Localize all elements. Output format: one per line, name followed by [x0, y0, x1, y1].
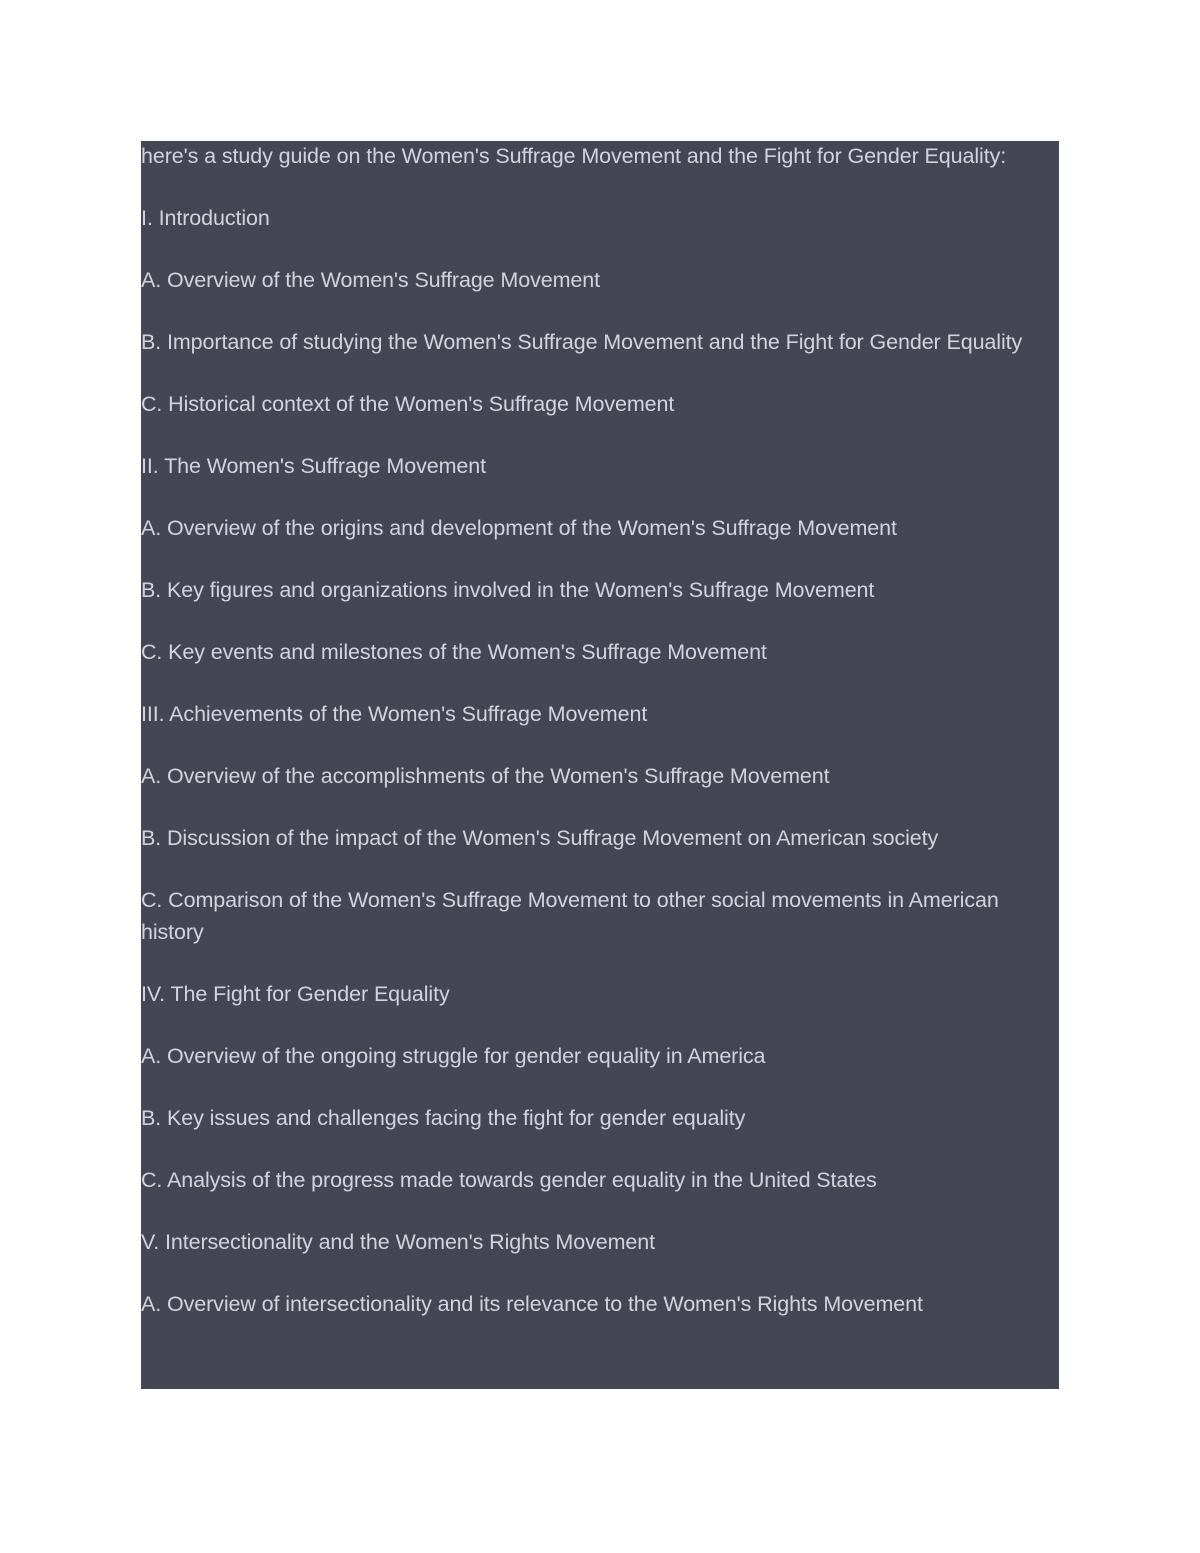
outline-item: C. Analysis of the progress made towards gender equality in the United States — [141, 1168, 877, 1192]
outline-item: B. Importance of studying the Women's Suffrage Movement and the Fight for Gender Equality — [141, 330, 1023, 354]
section-heading-iv: IV. The Fight for Gender Equality — [141, 982, 450, 1006]
section-heading-v: V. Intersectionality and the Women's Rights Movement — [141, 1230, 655, 1254]
outline-item: C. Historical context of the Women's Suffrage Movement — [141, 392, 675, 416]
outline-item: C. Comparison of the Women's Suffrage Movement to other social movements in American history — [141, 888, 999, 944]
outline-item: C. Key events and milestones of the Women's Suffrage Movement — [141, 640, 767, 664]
section-heading-i: I. Introduction — [141, 206, 270, 230]
outline-item: B. Key figures and organizations involved in the Women's Suffrage Movement — [141, 578, 875, 602]
outline-item: A. Overview of intersectionality and its relevance to the Women's Rights Movement — [141, 1292, 923, 1316]
study-guide-content — [141, 141, 1059, 1320]
outline-item: B. Discussion of the impact of the Women's Suffrage Movement on American society — [141, 826, 939, 850]
section-heading-ii: II. The Women's Suffrage Movement — [141, 454, 486, 478]
outline-item: A. Overview of the origins and development of the Women's Suffrage Movement — [141, 516, 897, 540]
study-guide-text-block — [141, 141, 1059, 1389]
section-heading-iii: III. Achievements of the Women's Suffrage Movement — [141, 702, 648, 726]
outline-item: A. Overview of the ongoing struggle for gender equality in America — [141, 1044, 766, 1068]
outline-item: B. Key issues and challenges facing the fight for gender equality — [141, 1106, 746, 1130]
outline-item: A. Overview of the accomplishments of the Women's Suffrage Movement — [141, 764, 830, 788]
outline-item: A. Overview of the Women's Suffrage Movement — [141, 268, 600, 292]
intro-sentence: here's a study guide on the Women's Suffrage Movement and the Fight for Gender Equality: — [141, 144, 1007, 168]
